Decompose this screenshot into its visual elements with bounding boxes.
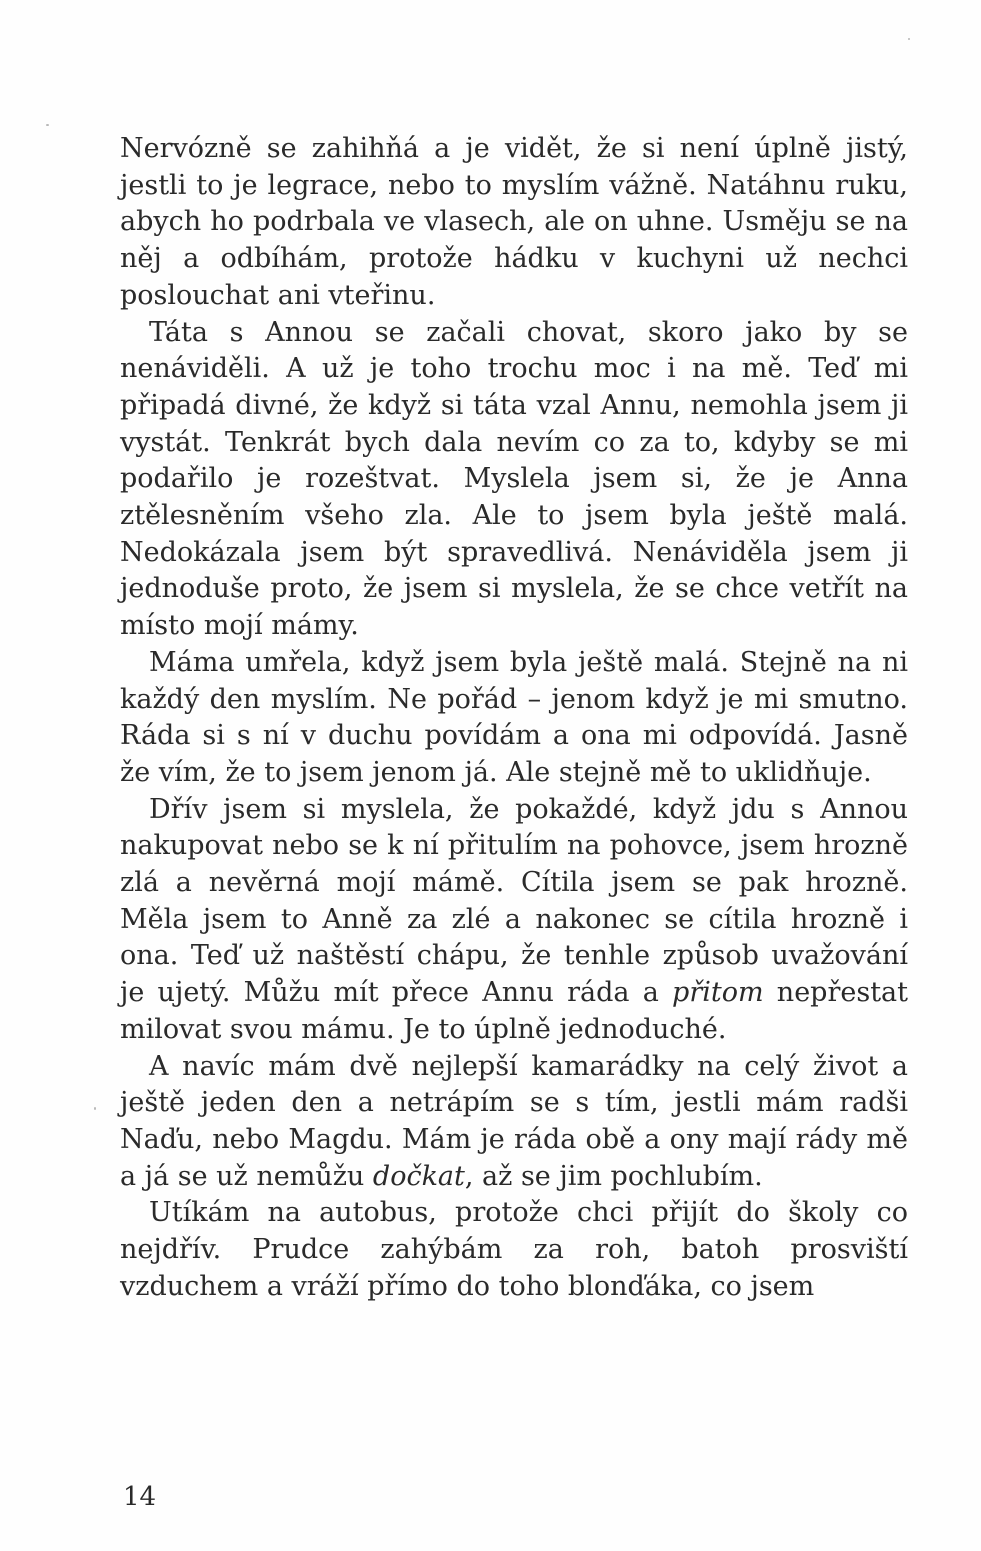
paragraph [120, 1049, 908, 1196]
print-speck [94, 1107, 96, 1110]
print-speck [46, 124, 49, 126]
paragraph [120, 315, 908, 645]
text-run: A navíc mám dvě nejlepší kamarádky na celý život a ještě jeden den a netrápím se s tím, jestli mám radši Naďu, nebo Magdu. Mám je ráda obě a ony mají rády mě a já se už nemůžu [120, 1050, 908, 1192]
text-run: Utíkám na autobus, protože chci přijít do školy co nejdřív. Prudce zahýbám za roh, batoh prosviští vzduchem a vráží přímo do toho blonďáka, co jsem [120, 1197, 908, 1302]
paragraph [120, 131, 908, 315]
text-run: nepřestat milovat svou mámu. Je to úplně jednoduché. [120, 977, 908, 1045]
paragraph [120, 792, 908, 1049]
text-run: Táta s Annou se začali chovat, skoro jako by se nenáviděli. A už je toho trochu moc i na mě. Teď mi připadá divné, že když si táta vzal Annu, nemohla jsem ji vystát. Tenkrát bych dala nevím co za to, kdyby se mi podařilo je rozeštvat. Myslela jsem si, že je Anna ztělesněním všeho zla. Ale to jsem byla ještě malá. Nedokázala jsem být spravedlivá. Nenáviděla jsem ji jednoduše proto, že jsem si myslela, že se chce vetřít na místo mojí mámy. [120, 316, 908, 642]
italic-run: dočkat [372, 1160, 465, 1192]
text-run: Dřív jsem si myslela, že pokaždé, když jdu s Annou nakupovat nebo se k ní přitulím na pohovce, jsem hrozně zlá a nevěrná mojí mámě. Cítila jsem se pak hrozně. Měla jsem to Anně za zlé a nakonec se cítila hrozně i ona. Teď už naštěstí chápu, že tenhle způsob uvažování je ujetý. Můžu mít přece Annu ráda a [120, 793, 908, 1009]
body-text [120, 131, 908, 1306]
paragraph [120, 645, 908, 792]
paragraph [120, 1195, 908, 1305]
text-run: , až se jim pochlubím. [464, 1160, 763, 1192]
italic-run: přitom [672, 977, 764, 1009]
page-number: 14 [123, 1482, 157, 1512]
text-run: Máma umřela, když jsem byla ještě malá. Stejně na ni každý den myslím. Ne pořád – jenom když je mi smutno. Ráda si s ní v duchu povídám a ona mi odpovídá. Jasně že vím, že to jsem jenom já. Ale stejně mě to uklidňuje. [120, 646, 908, 788]
print-speck [908, 38, 910, 40]
text-run: Nervózně se zahihňá a je vidět, že si není úplně jistý, jestli to je legrace, nebo to myslím vážně. Natáhnu ruku, abych ho podrbala ve vlasech, ale on uhne. Usměju se na něj a odbíhám, protože hádku v kuchyni už nechci poslouchat ani vteřinu. [120, 133, 908, 311]
